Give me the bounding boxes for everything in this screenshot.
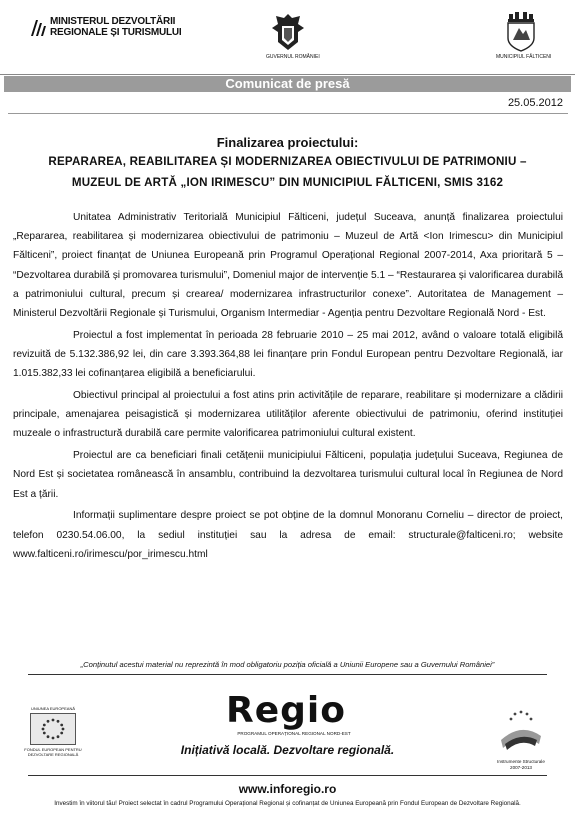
ministry-name-line1: MINISTERUL DEZVOLTĂRII [50, 16, 176, 27]
release-date: 25.05.2012 [507, 97, 563, 109]
paragraph: Proiectul a fost implementat în perioada 28 februarie 2010 – 25 mai 2012, având o valoare totală eligibilă revizuită de 5.132.386,92 lei, din care 3.393.364,88 lei finanțare prin Fondul European pentru Dezvoltare Regională, iar 1.015.382,33 lei cofinanțarea eligibilă a beneficiarului. [13, 329, 563, 380]
header-divider [0, 74, 575, 75]
disclaimer: „Conținutul acestui material nu reprezintă în mod obligatoriu poziția oficială a Uniunii Europene sau a Guvernului României” [80, 660, 495, 669]
press-release-banner: Comunicat de presă [4, 76, 571, 92]
inforegio-website-link[interactable]: www.inforegio.ro [238, 782, 337, 796]
ministry-logo [30, 16, 182, 38]
regio-region: NORD-EST [326, 731, 351, 736]
tagline: Inițiativă locală. Dezvoltare regională. [180, 743, 395, 757]
footer-divider-bottom [28, 775, 547, 776]
ministry-name-line2: REGIONALE ȘI TURISMULUI [50, 27, 182, 38]
eu-caption-top: UNIUNEA EUROPEANĂ [30, 706, 75, 711]
paragraph: Proiectul are ca beneficiari finali cetățenii municipiului Fălticeni, populația județului Suceava, Regiunea de Nord Est și societatea românească în ansamblu, contribuind la dezvoltarea turismului cultural local în Regiunea de Nord Est a țării. [13, 450, 563, 500]
eu-fund-caption: FONDUL EUROPEAN PENTRU DEZVOLTARE REGIONALĂ [24, 747, 82, 757]
falticeni-coat-of-arms-icon [503, 12, 539, 52]
government-caption: GUVERNUL ROMÂNIEI [266, 54, 320, 60]
document-title: Finalizarea proiectului: [216, 135, 359, 150]
ministry-name [50, 16, 182, 38]
ministry-mark-icon [30, 16, 48, 38]
instruments-years: 2007-2013 [510, 765, 532, 770]
project-title-line1: REPARAREA, REABILITAREA ȘI MODERNIZAREA OBIECTIVULUI DE PATRIMONIU – [48, 155, 527, 168]
regio-program-name: PROGRAMUL OPERAȚIONAL REGIONAL [237, 731, 326, 736]
paragraph: Obiectivul principal al proiectului a fost atins prin activitățile de reparare, reabilitare și modernizare a clădirii principale, amenajarea peisagistică și modernizarea utilităților aferente obiectivului de patrimoniu, oferind instituției muzeale o infrastructură durabilă care permite valorificarea patrimoniului cultural existent. [13, 390, 563, 440]
government-logo [266, 12, 320, 60]
instruments-caption: Instrumente Structurale [497, 759, 545, 764]
press-release-body [13, 208, 563, 567]
document-header [0, 0, 575, 72]
date-divider [8, 113, 568, 114]
project-title-line2: MUZEUL DE ARTĂ „ION IRIMESCU” DIN MUNICIPIUL FĂLTICENI, SMIS 3162 [71, 176, 504, 189]
regio-logo: Regio [226, 690, 346, 731]
municipality-caption: MUNICIPIUL FĂLTICENI [496, 54, 552, 60]
eu-flag-icon [30, 713, 76, 745]
structural-instruments-logo-icon [491, 706, 551, 756]
paragraph: Unitatea Administrativ Teritorială Municipiul Fălticeni, județul Suceava, anunță finalizarea proiectului „Repararea, reabilitarea și modernizarea obiectivului de patrimoniu – Muzeul de Artă <Ion Irimescu> din Municipiul Fălticeni”, proiect finanțat de Uniunea Europeană prin Programul Operațional Regional 2007-2014, Axa prioritară 5 – “Dezvoltarea durabilă și promovarea turismului”, Domeniul major de intervenție 5.1 – “Restaurarea și valorificarea durabilă a patrimoniului cultural, precum și crearea/ modernizarea infrastructurilor conexe”. Autoritatea de Management – Ministerul Dezvoltării Regionale și Turismului, Organism Intermediar - Agenția pentru Dezvoltare Regională Nord - Est. [13, 212, 563, 320]
municipality-logo [496, 12, 552, 60]
romania-coat-of-arms-icon [270, 12, 306, 52]
structural-instruments-caption [486, 759, 556, 771]
paragraph: Informații suplimentare despre proiect se pot obține de la domnul Monoranu Corneliu – director de proiect, telefon 0230.54.06.00, la sediul instituției sau la adresa de email: structurale@falticeni.ro; website www.falticeni.ro/irimescu/por_irimescu.html [13, 510, 563, 560]
regio-subtitle [226, 731, 362, 736]
footer-note: Investim în viitorul tău! Proiect selectat în cadrul Programului Operațional Regional și cofinanțat de Uniunea Europeană prin Fondul European de Dezvoltare Regională. [54, 800, 521, 807]
footer-divider-top [28, 674, 547, 675]
